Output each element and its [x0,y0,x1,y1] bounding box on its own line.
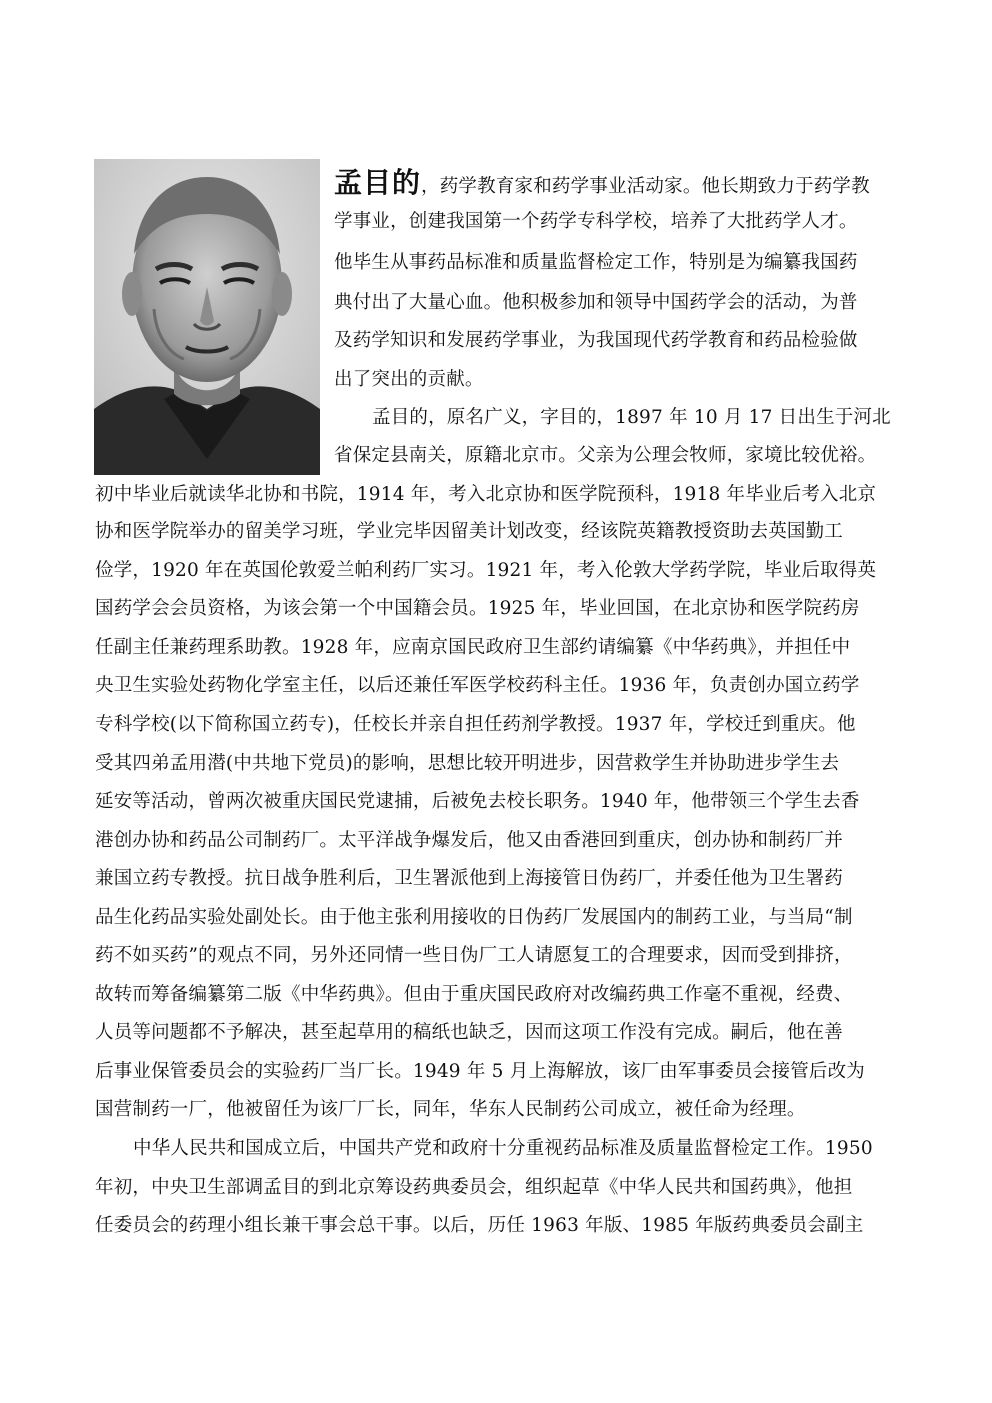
body-line-9: 延安等活动，曾两次被重庆国民党逮捕，后被免去校长职务。1940 年，他带领三个学生去香 [95,791,860,812]
body-line-18: 中华人民共和国成立后，中国共产党和政府十分重视药品标准及质量监督检定工作。1950 [133,1138,873,1159]
intro-line-2: 学事业，创建我国第一个药学专科学校，培养了大批药学人才。 [334,211,858,232]
body-line-10: 港创办协和药品公司制药厂。太平洋战争爆发后，他又由香港回到重庆，创办协和制药厂并 [95,830,844,851]
intro-line-1 [334,166,898,199]
body-line-5: 任副主任兼药理系助教。1928 年，应南京国民政府卫生部约请编纂《中华药典》，并担任中 [95,637,851,658]
body-line-13: 药不如买药”的观点不同，另外还同情一些日伪厂工人请愿复工的合理要求，因而受到排挤， [95,945,853,966]
body-line-15: 人员等问题都不予解决，甚至起草用的稿纸也缺乏，因而这项工作没有完成。嗣后，他在善 [95,1022,844,1043]
body-line-2: 协和医学院举办的留美学习班，学业完毕因留美计划改变，经该院英籍教授资助去英国勤工 [95,521,844,542]
bio-line-2: 省保定县南关，原籍北京市。父亲为公理会牧师，家境比较优裕。 [334,445,877,466]
body-line-12: 品生化药品实验处副处长。由于他主张利用接收的日伪药厂发展国内的制药工业，与当局“制 [95,907,853,928]
body-line-3: 俭学，1920 年在英国伦敦爱兰帕利药厂实习。1921 年，考入伦敦大学药学院，毕业后取得英 [95,560,877,581]
body-line-4: 国药学会会员资格，为该会第一个中国籍会员。1925 年，毕业回国，在北京协和医学院药房 [95,598,860,619]
body-line-8: 受其四弟孟用潜(中共地下党员)的影响，思想比较开明进步，因营救学生并协助进步学生去 [95,753,840,774]
body-line-17: 国营制药一厂，他被留任为该厂厂长，同年，华东人民制药公司成立，被任命为经理。 [95,1099,806,1120]
bio-line-1: 孟目的，原名广义，字目的，1897 年 10 月 17 日出生于河北 [372,407,891,428]
body-line-14: 故转而筹备编纂第二版《中华药典》。但由于重庆国民政府对改编药典工作毫不重视，经费、 [95,984,853,1005]
body-line-11: 兼国立药专教授。抗日战争胜利后，卫生署派他到上海接管日伪药厂，并委任他为卫生署药 [95,868,844,889]
body-line-16: 后事业保管委员会的实验药厂当厂长。1949 年 5 月上海解放，该厂由军事委员会接管后改为 [95,1061,865,1082]
intro-line-3: 他毕生从事药品标准和质量监督检定工作，特别是为编纂我国药 [334,252,858,273]
intro-text: ，药学教育家和药学事业活动家。他长期致力于药学教 [421,176,870,197]
intro-line-6: 出了突出的贡献。 [334,369,484,390]
intro-line-5: 及药学知识和发展药学事业，为我国现代药学教育和药品检验做 [334,330,858,351]
body-line-1: 初中毕业后就读华北协和书院，1914 年，考入北京协和医学院预科，1918 年毕业后考入北京 [95,484,877,505]
body-line-20: 任委员会的药理小组长兼干事会总干事。以后，历任 1963 年版、1985 年版药典委员会副主 [95,1215,864,1236]
portrait-illustration [94,159,320,475]
portrait-photo [94,159,320,475]
body-line-7: 专科学校(以下简称国立药专)，任校长并亲自担任药剂学教授。1937 年，学校迁到重庆。他 [95,714,856,735]
body-line-6: 央卫生实验处药物化学室主任，以后还兼任军医学校药科主任。1936 年，负责创办国立药学 [95,675,860,696]
body-line-19: 年初，中央卫生部调孟目的到北京筹设药典委员会，组织起草《中华人民共和国药典》，他担 [95,1177,853,1198]
person-name: 孟目的 [334,166,422,199]
intro-line-4: 典付出了大量心血。他积极参加和领导中国药学会的活动，为普 [334,292,858,313]
